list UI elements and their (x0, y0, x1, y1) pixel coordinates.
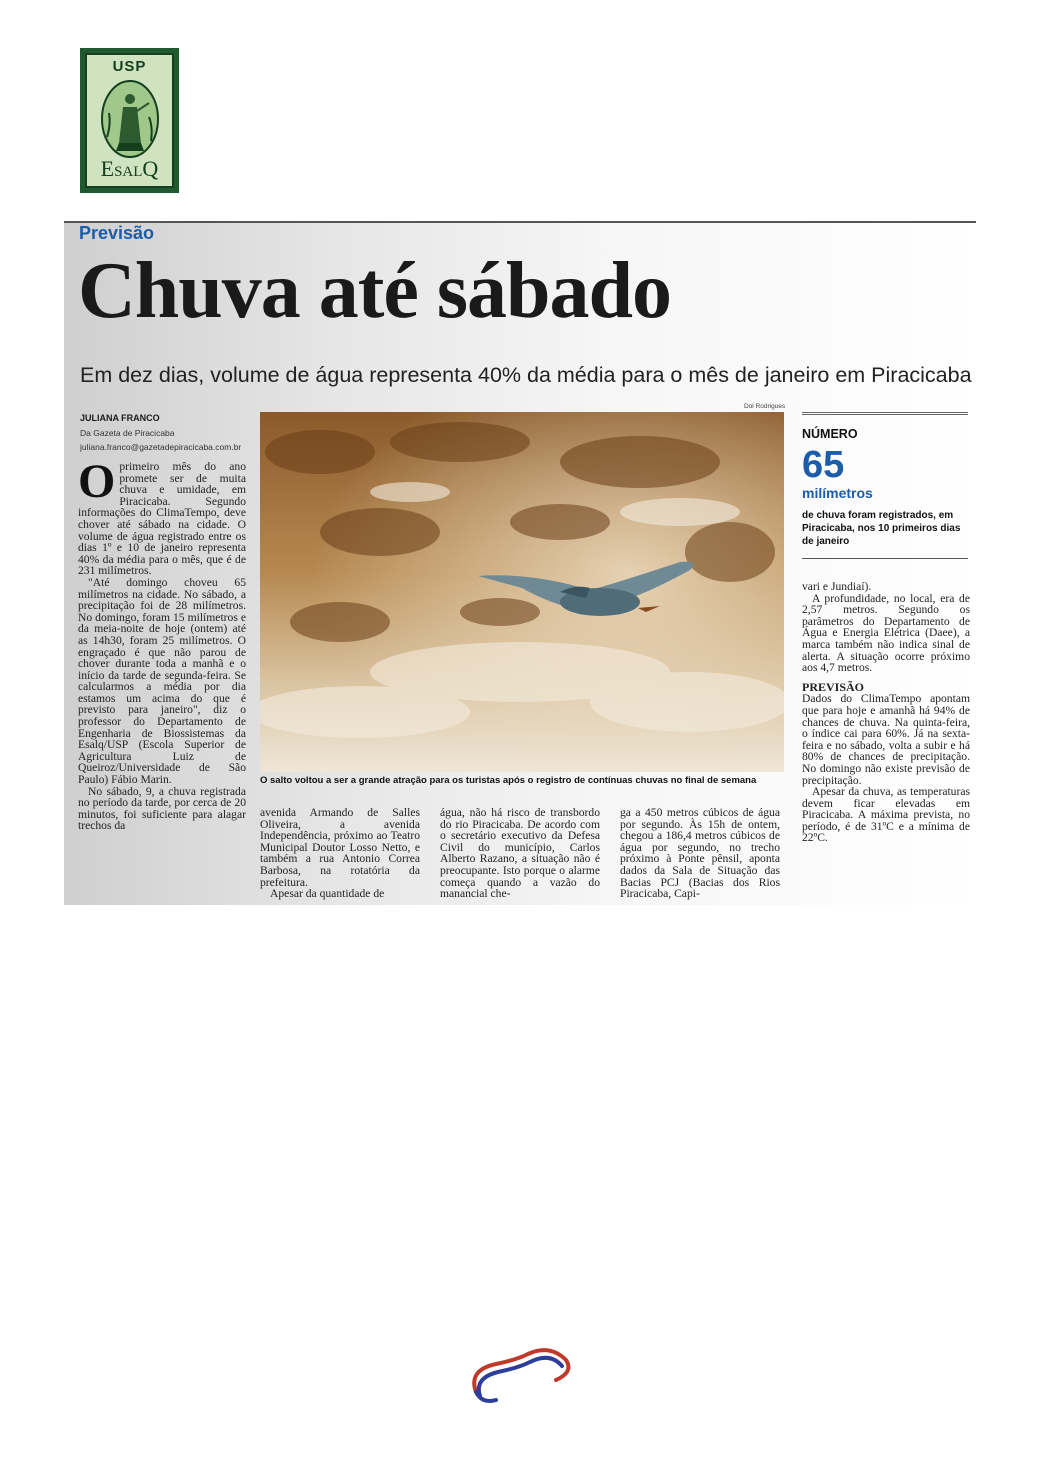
paragraph: "Até domingo choveu 65 milímetros na cidade. No sábado, a precipitação foi de 28 milímetros. No domingo, foram 15 milímetros e da meia-noite de hoje (ontem) até as 14h30, foram 25 milímetros. O engraçado é que não parou de chover durante toda a manhã e o início da tarde de segunda-feira. Se calcularmos a média por dia estamos um acima do que é previsto para janeiro", diz o professor do Departamento de Engenharia de Biossistemas da Esalq/USP (Escola Superior de Agricultura Luiz de Queiroz/Universidade de São Paulo) Fábio Marin. (78, 575, 246, 787)
paragraph (78, 461, 246, 577)
paragraph: Dados do ClimaTempo apontam que para hoje e amanhã há 94% de chances de chuva. Na quinta-feira, o índice cai para 60%. Já na sexta-feira e no sábado, volta a subir e há 80% de chances de precipitação. No domingo não existe previsão de precipitação. (802, 692, 970, 787)
article-column-5 (802, 581, 970, 905)
rule (802, 558, 968, 559)
logo-esalq-text: EsalQ (100, 156, 159, 181)
footer-swoosh-icon (466, 1340, 576, 1410)
paragraph: água, não há risco de transbordo do rio Piracicaba. De acordo com o secretário executivo da Defesa Civil do município, Carlos Alberto Razano, a situação não é preocupante. Isto porque o alarme começa quando a vazão do manancial che- (440, 807, 600, 901)
article-column-1 (78, 461, 246, 905)
photo-caption: O salto voltou a ser a grande atração para os turistas após o registro de contínuas chuvas no final de semana (260, 775, 757, 786)
paragraph: No sábado, 9, a chuva registrada no período da tarde, por cerca de 20 minutos, foi suficiente para alagar trechos da (78, 784, 246, 833)
waterfall-bird-photo (260, 412, 784, 772)
logo-emblem-icon (97, 77, 163, 167)
number-highlight-box (802, 412, 968, 559)
byline-email: juliana.franco@gazetadepiracicaba.com.br (80, 442, 242, 452)
number-label: NÚMERO (802, 427, 858, 441)
photo-credit: Dol Rodrigues (744, 403, 786, 410)
article-column-4 (620, 807, 780, 905)
article-column-3 (440, 807, 600, 905)
paragraph: Apesar da chuva, as temperaturas devem ficar elevadas em Piracicaba. A máxima prevista, no período, é de 31ºC e a mínima de 22ºC. (802, 785, 970, 845)
paragraph: vari e Jundiaí). (802, 581, 872, 593)
article-column-2 (260, 807, 420, 905)
paragraph: Apesar da quantidade de (270, 887, 385, 901)
article-headline: Chuva até sábado (78, 247, 672, 335)
logo-usp-text: USP (112, 58, 147, 75)
number-unit: milímetros (802, 485, 873, 501)
paragraph: avenida Armando de Salles Oliveira, a avenida Independência, próximo ao Teatro Municipal Doutor Losso Netto, e também a rua Antonio Correa Barbosa, na rotatória da prefeitura. (260, 807, 420, 889)
esalq-logo (80, 48, 179, 193)
section-heading: PREVISÃO (802, 679, 865, 694)
drop-cap: O (78, 461, 116, 508)
paragraph: ga a 450 metros cúbicos de água por segundo. Às 15h de ontem, chegou a 186,4 metros cúbicos de água por segundo, no trecho próximo à Ponte pênsil, aponta dados da Sala de Situação das Bacias PCJ (Bacias dos Rios Piracicaba, Capi- (620, 807, 780, 901)
number-description: de chuva foram registrados, em Piracicaba, nos 10 primeiros dias de janeiro (802, 510, 961, 547)
number-value: 65 (802, 444, 845, 486)
byline-org: Da Gazeta de Piracicaba (80, 428, 175, 438)
double-rule (802, 412, 968, 415)
paragraph: A profundidade, no local, era de 2,57 metros. Segundo os parâmetros do Departamento de Água e Energia Elétrica (Daee), a marca também não indica sinal de alerta. A situação ocorre próximo aos 4,7 metros. (802, 591, 970, 675)
paragraph-text: primeiro mês do ano promete ser de muita chuva e umidade, em Piracicaba. Segundo informações do ClimaTempo, deve chover até sábado na cidade. O volume de água registrado entre os dias 1º e 10 de janeiro representa 40% da média para o mês, que é de 231 milímetros. (78, 461, 246, 578)
article-subhead: Em dez dias, volume de água representa 40% da média para o mês de janeiro em Piracicaba (80, 363, 972, 387)
logo-panel (85, 53, 174, 188)
newspaper-clipping (64, 221, 976, 905)
photo-illustration (260, 412, 784, 772)
article-kicker: Previsão (79, 223, 155, 243)
byline-name: JULIANA FRANCO (80, 413, 160, 423)
